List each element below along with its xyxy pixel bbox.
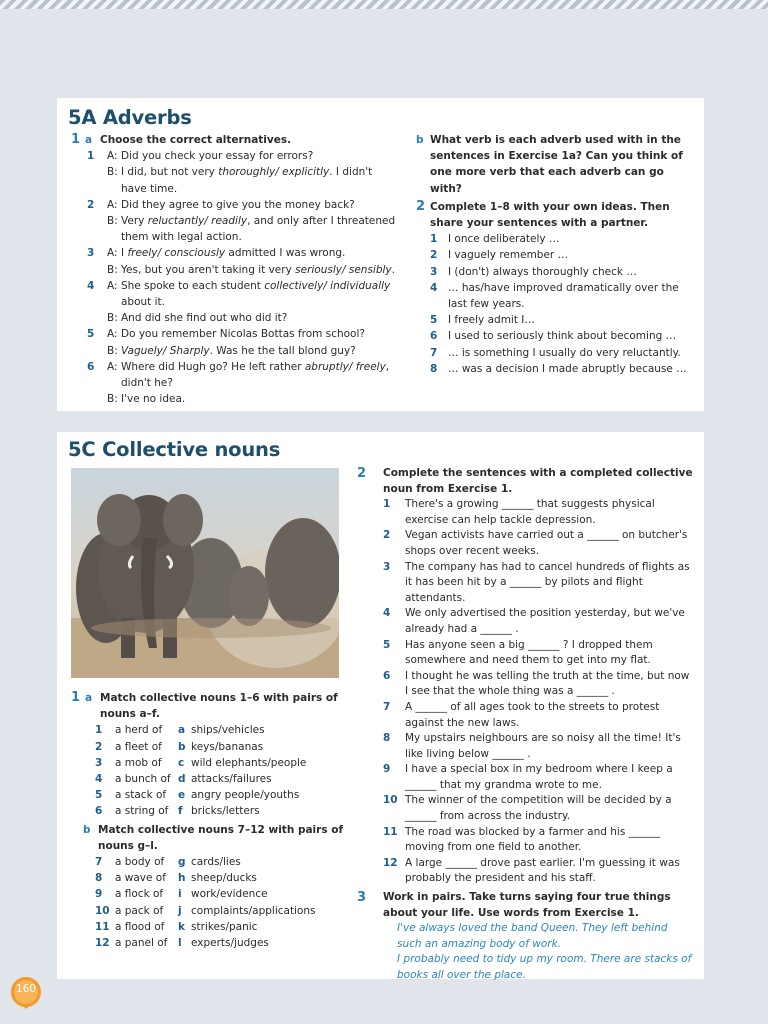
dialogue-line bbox=[71, 326, 401, 342]
exercise-5c-1b-items bbox=[71, 854, 351, 951]
item-number: 4 bbox=[430, 281, 438, 294]
noun-pair: experts/judges bbox=[191, 937, 269, 950]
collective-noun: a panel of bbox=[115, 937, 168, 950]
item-number: 1 bbox=[87, 150, 95, 163]
item-number: 3 bbox=[430, 265, 438, 278]
item-number bbox=[87, 310, 107, 326]
item-number: 6 bbox=[87, 360, 95, 373]
speaker-label: B: bbox=[107, 312, 118, 325]
item-text: We only advertised the position yesterday, but we've already had a ______ . bbox=[405, 607, 685, 635]
page-number: 160 bbox=[15, 983, 37, 995]
list-item bbox=[383, 528, 695, 559]
collective-noun: a wave of bbox=[115, 872, 166, 885]
noun-pair: keys/bananas bbox=[191, 740, 264, 753]
item-text: There's a growing ______ that suggests physical exercise can help tackle depression. bbox=[405, 498, 655, 526]
item-text: I freely admit I… bbox=[448, 314, 535, 327]
item-letter: e bbox=[178, 789, 186, 802]
item-letter: l bbox=[178, 937, 182, 950]
speaker-label: A: bbox=[107, 247, 118, 260]
list-item bbox=[383, 700, 695, 731]
exercise-5c-2-items bbox=[357, 497, 695, 887]
item-number: 8 bbox=[95, 872, 103, 885]
dialogue-text: Very reluctantly/ readily, and only after I threatened them with legal action. bbox=[121, 215, 396, 244]
exercise-1a-items bbox=[71, 148, 401, 407]
list-item bbox=[416, 231, 696, 247]
dialogue-line bbox=[71, 148, 401, 164]
collective-noun: a pack of bbox=[115, 904, 164, 917]
item-number: 3 bbox=[383, 560, 391, 573]
item-text: … was a decision I made abruptly because … bbox=[448, 362, 687, 375]
item-number: 8 bbox=[383, 732, 391, 745]
list-item bbox=[383, 825, 695, 856]
item-number: 5 bbox=[383, 638, 391, 651]
item-number bbox=[87, 164, 107, 196]
item-letter: j bbox=[178, 904, 182, 917]
exercise-5c-3-heading: 3 Work in pairs. Take turns saying four true things about your life. Use words from Exercise 1. bbox=[357, 890, 671, 919]
item-number: 4 bbox=[383, 607, 391, 620]
dialogue-text: Did you check your essay for errors? bbox=[121, 150, 314, 163]
list-item bbox=[416, 280, 696, 312]
item-letter: k bbox=[178, 920, 185, 933]
dialogue-text: Vaguely/ Sharply. Was he the tall blond guy? bbox=[121, 344, 356, 357]
speaker-label: B: bbox=[107, 166, 118, 179]
item-letter: d bbox=[178, 773, 186, 786]
exercise-5c-2-heading: 2 Complete the sentences with a completed collective noun from Exercise 1. bbox=[357, 466, 693, 495]
s5a-left-column bbox=[71, 132, 401, 407]
item-text: The winner of the competition will be decided by a ______ from across the industry. bbox=[405, 794, 672, 823]
item-number: 1 bbox=[383, 498, 391, 511]
exercise-5c-1b-heading: b Match collective nouns 7–12 with pairs of nouns g–l. bbox=[83, 823, 344, 852]
dialogue-line bbox=[71, 164, 401, 196]
item-number: 4 bbox=[95, 773, 103, 786]
noun-pair: cards/lies bbox=[191, 856, 241, 869]
item-text: The road was blocked by a farmer and his ______ moving from one field to another. bbox=[405, 825, 661, 854]
item-text: I (don't) always thoroughly check … bbox=[448, 265, 637, 278]
exercise-2-items bbox=[416, 231, 696, 377]
speaker-label: A: bbox=[107, 150, 118, 163]
item-number bbox=[87, 343, 107, 359]
item-text: A large ______ drove past earlier. I'm guessing it was probably the president and his staff. bbox=[405, 856, 680, 885]
collective-noun: a fleet of bbox=[115, 740, 162, 753]
speaker-label: B: bbox=[107, 263, 118, 276]
dialogue-line bbox=[71, 197, 401, 213]
exercise-5c-3-examples bbox=[357, 921, 695, 983]
list-item bbox=[383, 560, 695, 607]
item-number: 11 bbox=[383, 825, 398, 838]
noun-pair: strikes/panic bbox=[191, 920, 258, 933]
noun-pair: attacks/failures bbox=[191, 773, 272, 786]
list-item bbox=[416, 247, 696, 263]
speaker-label: B: bbox=[107, 215, 118, 228]
list-item bbox=[383, 638, 695, 669]
item-number: 2 bbox=[95, 740, 103, 753]
item-number: 6 bbox=[430, 330, 438, 343]
dialogue-text: She spoke to each student collectively/ individually about it. bbox=[121, 279, 391, 309]
item-number: 12 bbox=[383, 856, 398, 869]
collective-noun: a herd of bbox=[115, 724, 163, 737]
noun-pair: complaints/applications bbox=[191, 904, 316, 917]
dialogue-line bbox=[71, 245, 401, 261]
item-number: 5 bbox=[95, 789, 103, 802]
noun-pair: wild elephants/people bbox=[191, 756, 307, 769]
item-letter: h bbox=[178, 872, 186, 885]
item-number bbox=[87, 391, 107, 407]
dialogue-line bbox=[71, 310, 401, 326]
item-number: 8 bbox=[430, 362, 438, 375]
item-number: 2 bbox=[87, 198, 95, 211]
list-item bbox=[416, 264, 696, 280]
collective-noun: a stack of bbox=[115, 789, 167, 802]
item-number: 7 bbox=[95, 856, 103, 869]
item-number: 3 bbox=[87, 247, 95, 260]
item-number bbox=[87, 262, 107, 278]
exercise-5c-1a-items bbox=[71, 722, 351, 819]
list-item bbox=[383, 793, 695, 824]
item-text: A ______ of all ages took to the streets to protest against the new laws. bbox=[405, 700, 660, 729]
dialogue-line bbox=[71, 278, 401, 310]
collective-noun: a flood of bbox=[115, 920, 165, 933]
example-sentence: I probably need to tidy up my room. There are stacks of books all over the place. bbox=[397, 953, 692, 981]
list-item bbox=[383, 606, 695, 637]
item-text: Vegan activists have carried out a ______ on butcher's shops over recent weeks. bbox=[405, 529, 688, 557]
collective-noun: a bunch of bbox=[115, 773, 171, 786]
dialogue-text: I did, but not very thoroughly/ explicitly. I didn't have time. bbox=[121, 166, 373, 195]
item-letter: f bbox=[178, 805, 183, 818]
item-number: 11 bbox=[95, 920, 110, 933]
dialogue-line bbox=[71, 359, 401, 391]
item-number bbox=[87, 213, 107, 245]
noun-pair: work/evidence bbox=[191, 888, 268, 901]
item-text: … has/have improved dramatically over the last few years. bbox=[448, 281, 679, 311]
item-text: … is something I usually do very reluctantly. bbox=[448, 346, 681, 359]
item-text: I thought he was telling the truth at the time, but now I see that the whole thing was a ______ . bbox=[405, 669, 690, 698]
speaker-label: A: bbox=[107, 198, 118, 211]
exercise-2-heading: 2 Complete 1–8 with your own ideas. Then share your sentences with a partner. bbox=[416, 198, 670, 230]
list-item bbox=[416, 345, 696, 361]
match-row bbox=[79, 755, 351, 771]
collective-noun: a body of bbox=[115, 856, 165, 869]
item-text: Has anyone seen a big ______ ? I dropped them somewhere and need them to get into my flat. bbox=[405, 638, 653, 667]
speaker-label: A: bbox=[107, 328, 118, 341]
list-item bbox=[383, 856, 695, 887]
list-item bbox=[416, 328, 696, 344]
item-number: 10 bbox=[383, 794, 398, 807]
section-title-5c: 5C Collective nouns bbox=[68, 438, 281, 461]
dialogue-text: Do you remember Nicolas Bottas from school? bbox=[121, 328, 365, 341]
item-text: I vaguely remember … bbox=[448, 249, 569, 262]
list-item bbox=[383, 497, 695, 528]
item-letter: b bbox=[178, 740, 186, 753]
s5c-right-column bbox=[357, 466, 695, 984]
dialogue-line bbox=[71, 213, 401, 245]
exercise-5c-1a-heading: 1 a Match collective nouns 1–6 with pairs of nouns a–f. bbox=[71, 690, 338, 721]
noun-pair: bricks/letters bbox=[191, 805, 260, 818]
s5a-right-column bbox=[416, 132, 696, 377]
item-number: 3 bbox=[95, 756, 103, 769]
item-letter: c bbox=[178, 756, 185, 769]
item-number: 4 bbox=[87, 279, 95, 292]
match-row bbox=[79, 870, 351, 886]
item-number: 10 bbox=[95, 904, 110, 917]
item-number: 6 bbox=[95, 805, 103, 818]
item-number: 6 bbox=[383, 669, 391, 682]
dialogue-text: Yes, but you aren't taking it very seriously/ sensibly. bbox=[121, 263, 395, 276]
item-number: 1 bbox=[95, 724, 103, 737]
item-text: I used to seriously think about becoming … bbox=[448, 330, 677, 343]
exercise-1a-heading: 1 a Choose the correct alternatives. bbox=[71, 132, 292, 147]
speaker-label: A: bbox=[107, 279, 118, 292]
dialogue-text: And did she find out who did it? bbox=[121, 312, 288, 325]
elephant-herd-photo bbox=[71, 468, 339, 678]
match-row bbox=[79, 771, 351, 787]
noun-pair: angry people/youths bbox=[191, 789, 300, 802]
item-number: 7 bbox=[383, 700, 391, 713]
item-number: 5 bbox=[430, 314, 438, 327]
item-number: 5 bbox=[87, 328, 95, 341]
list-item bbox=[383, 669, 695, 700]
match-row bbox=[79, 722, 351, 738]
dialogue-text: I've no idea. bbox=[121, 393, 186, 406]
section-title-5a: 5A Adverbs bbox=[68, 106, 192, 129]
noun-pair: sheep/ducks bbox=[191, 872, 257, 885]
item-number: 1 bbox=[430, 233, 438, 246]
top-stripe bbox=[0, 0, 768, 9]
exercise-1b-heading: b What verb is each adverb used with in the sentences in Exercise 1a? Can you think of one more verb that each adverb can go with? bbox=[416, 134, 683, 195]
collective-noun: a mob of bbox=[115, 756, 162, 769]
item-number: 9 bbox=[95, 888, 103, 901]
match-row bbox=[79, 787, 351, 803]
speaker-label: B: bbox=[107, 393, 118, 406]
item-number: 9 bbox=[383, 763, 391, 776]
dialogue-line bbox=[71, 391, 401, 407]
list-item bbox=[383, 731, 695, 762]
item-number: 7 bbox=[430, 346, 438, 359]
item-letter: i bbox=[178, 888, 182, 901]
item-number: 12 bbox=[95, 937, 110, 950]
match-row bbox=[79, 854, 351, 870]
item-text: I once deliberately … bbox=[448, 233, 560, 246]
list-item bbox=[416, 312, 696, 328]
item-letter: g bbox=[178, 856, 186, 869]
speaker-label: A: bbox=[107, 360, 118, 373]
item-number: 2 bbox=[430, 249, 438, 262]
match-row bbox=[79, 919, 351, 935]
item-text: I have a special box in my bedroom where I keep a ______ that my grandma wrote to me. bbox=[405, 763, 673, 791]
speaker-label: B: bbox=[107, 344, 118, 357]
collective-noun: a string of bbox=[115, 805, 169, 818]
dialogue-text: Did they agree to give you the money back? bbox=[121, 198, 355, 211]
item-number: 2 bbox=[383, 529, 391, 542]
item-letter: a bbox=[178, 724, 186, 737]
dialogue-line bbox=[71, 343, 401, 359]
match-row bbox=[79, 903, 351, 919]
list-item bbox=[416, 361, 696, 377]
dialogue-text: Where did Hugh go? He left rather abruptly/ freely, didn't he? bbox=[121, 360, 390, 390]
dialogue-text: I freely/ consciously admitted I was wrong. bbox=[121, 247, 346, 260]
item-text: The company has had to cancel hundreds of flights as it has been hit by a ______ by pilots and flight attendants. bbox=[405, 560, 690, 604]
item-text: My upstairs neighbours are so noisy all the time! It's like living below ______ . bbox=[405, 732, 681, 760]
section-5a-panel bbox=[57, 98, 704, 411]
collective-noun: a flock of bbox=[115, 888, 164, 901]
match-row bbox=[79, 935, 351, 951]
match-row bbox=[79, 886, 351, 902]
example-sentence: I've always loved the band Queen. They left behind such an amazing body of work. bbox=[397, 922, 668, 950]
section-5c-panel bbox=[57, 432, 704, 979]
noun-pair: ships/vehicles bbox=[191, 724, 265, 737]
match-row bbox=[79, 739, 351, 755]
dialogue-line bbox=[71, 262, 401, 278]
list-item bbox=[383, 762, 695, 793]
s5c-left-column bbox=[71, 690, 351, 951]
match-row bbox=[79, 803, 351, 819]
